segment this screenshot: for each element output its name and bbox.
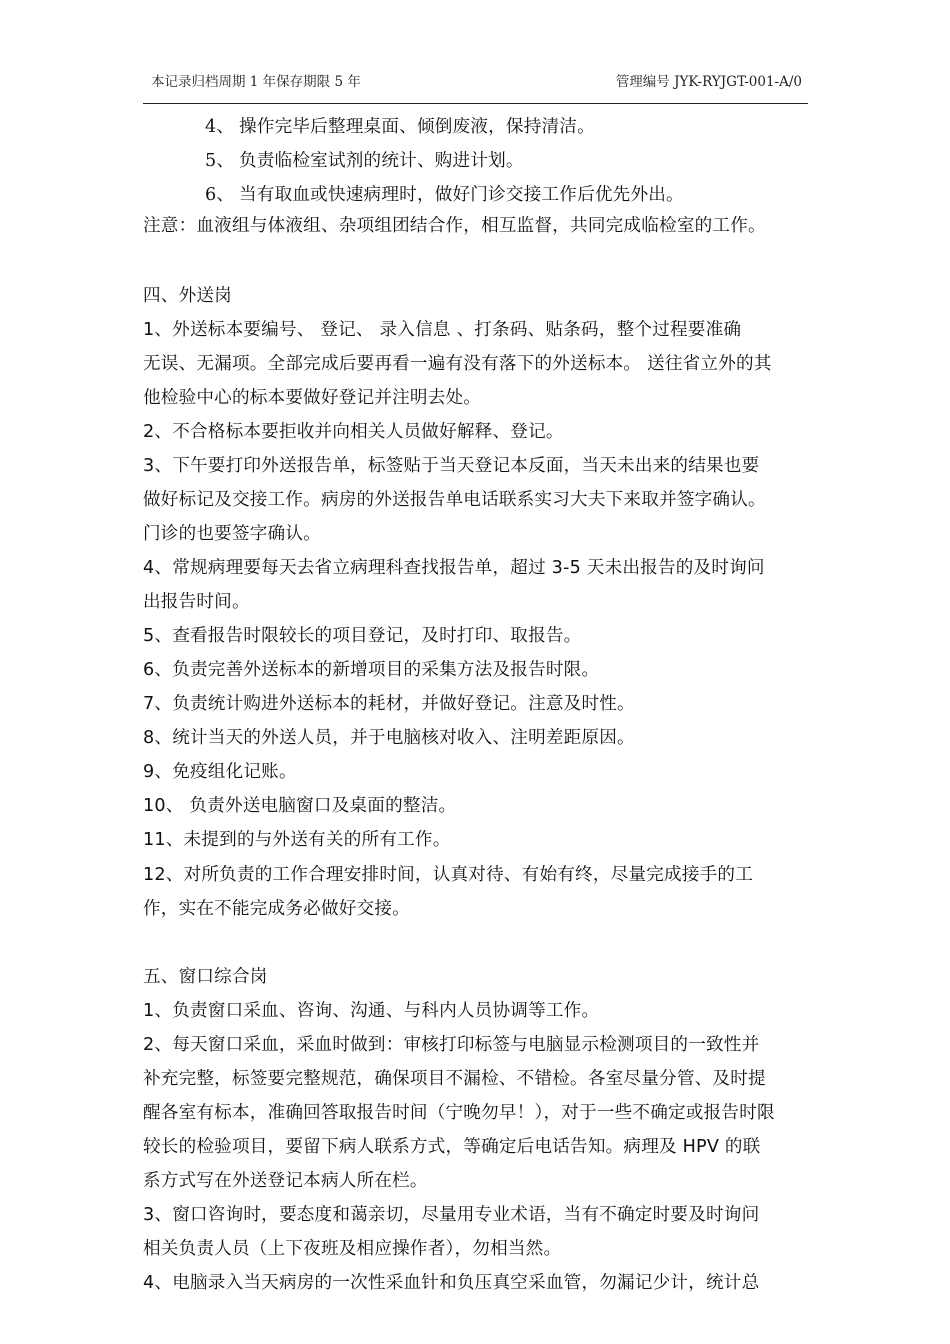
text-line: 7、负责统计购进外送标本的耗材，并做好登记。注意及时性。	[143, 694, 635, 714]
text-line: 无误、无漏项。全部完成后要再看一遍有没有落下的外送标本。 送往省立外的其	[143, 354, 772, 374]
note-paragraph: 注意：血液组与体液组、杂项组团结合作，相互监督，共同完成临检室的工作。	[143, 216, 766, 236]
list-item: 4、 操作完毕后整理桌面、倾倒废液，保持清洁。	[205, 117, 595, 137]
text-line: 6、负责完善外送标本的新增项目的采集方法及报告时限。	[143, 660, 600, 680]
text-line: 1、外送标本要编号、 登记、 录入信息 、打条码、贴条码，整个过程要准确	[143, 320, 742, 340]
text-line: 较长的检验项目，要留下病人联系方式，等确定后电话告知。病理及 HPV 的联	[143, 1137, 761, 1157]
text-line: 他检验中心的标本要做好登记并注明去处。	[143, 388, 482, 408]
text-line: 5、查看报告时限较长的项目登记，及时打印、取报告。	[143, 626, 582, 646]
text-line: 2、每天窗口采血，采血时做到：审核打印标签与电脑显示检测项目的一致性并	[143, 1035, 760, 1055]
text-line: 12、对所负责的工作合理安排时间，认真对待、有始有终，尽量完成接手的工	[143, 865, 753, 885]
text-line: 2、不合格标本要拒收并向相关人员做好解释、登记。	[143, 422, 564, 442]
header-rule	[143, 103, 808, 104]
archive-period-note: 本记录归档周期 1 年保存期限 5 年	[151, 74, 361, 90]
text-line: 3、窗口咨询时，要态度和蔼亲切，尽量用专业术语，当有不确定时要及时询问	[143, 1205, 760, 1225]
text-line: 11、未提到的与外送有关的所有工作。	[143, 830, 451, 850]
page-header	[143, 70, 808, 94]
list-item: 6、 当有取血或快速病理时，做好门诊交接工作后优先外出。	[205, 185, 684, 205]
text-line: 系方式写在外送登记本病人所在栏。	[143, 1171, 428, 1191]
text-line: 9、免疫组化记账。	[143, 762, 297, 782]
text-line: 4、电脑录入当天病房的一次性采血针和负压真空采血管，勿漏记少计，统计总	[143, 1273, 760, 1293]
section-title: 五、窗口综合岗	[143, 967, 268, 987]
text-line: 4、常规病理要每天去省立病理科查找报告单，超过 3-5 天未出报告的及时询问	[143, 558, 765, 578]
text-line: 相关负责人员（上下夜班及相应操作者），勿相当然。	[143, 1239, 562, 1259]
list-item: 5、 负责临检室试剂的统计、购进计划。	[205, 151, 524, 171]
management-code: 管理编号 JYK-RYJGT-001-A/0	[615, 74, 802, 90]
text-line: 1、负责窗口采血、咨询、沟通、与科内人员协调等工作。	[143, 1001, 600, 1021]
text-line: 8、统计当天的外送人员，并于电脑核对收入、注明差距原因。	[143, 728, 635, 748]
text-line: 10、 负责外送电脑窗口及桌面的整洁。	[143, 796, 457, 816]
text-line: 醒各室有标本，准确回答取报告时间（宁晚勿早！），对于一些不确定或报告时限	[143, 1103, 775, 1123]
text-line: 做好标记及交接工作。病房的外送报告单电话联系实习大夫下来取并签字确认。	[143, 490, 766, 510]
text-line: 补充完整，标签要完整规范，确保项目不漏检、不错检。各室尽量分管、及时提	[143, 1069, 766, 1089]
section-title: 四、外送岗	[143, 286, 232, 306]
text-line: 门诊的也要签字确认。	[143, 524, 321, 544]
text-line: 作，实在不能完成务必做好交接。	[143, 899, 410, 919]
text-line: 3、下午要打印外送报告单，标签贴于当天登记本反面，当天未出来的结果也要	[143, 456, 760, 476]
text-line: 出报告时间。	[143, 592, 250, 612]
